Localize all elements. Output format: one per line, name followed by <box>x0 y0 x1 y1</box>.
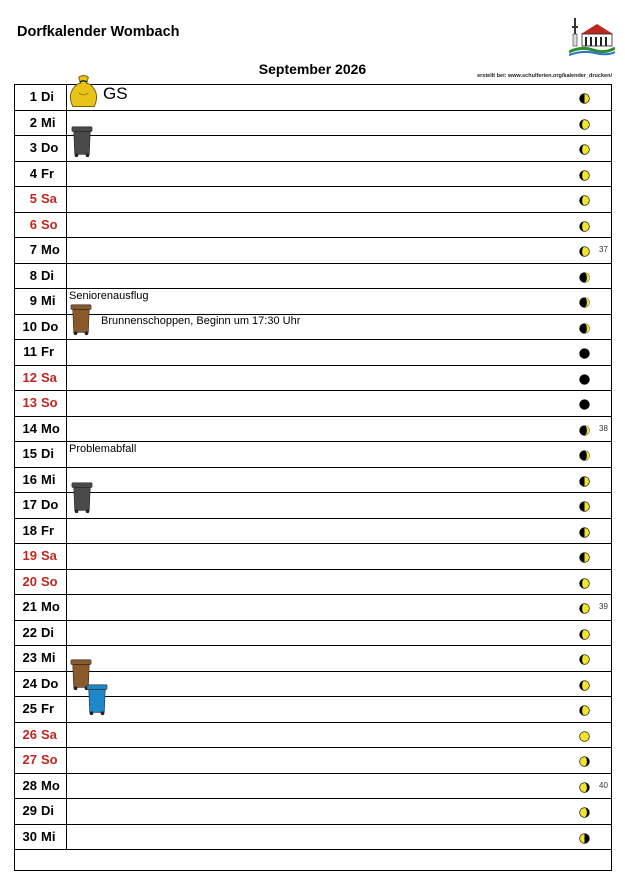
moon-phase-icon <box>579 91 590 102</box>
day-row <box>15 570 611 596</box>
weekday: Mi <box>41 471 56 487</box>
day-row <box>15 417 611 443</box>
day-number: 17 <box>22 497 37 512</box>
day-row <box>15 391 611 417</box>
day-number: 26 <box>22 726 37 742</box>
day-number: 19 <box>22 548 37 563</box>
day-row <box>15 825 611 851</box>
day-row <box>15 646 611 672</box>
day-number: 4 <box>29 165 37 181</box>
day-row <box>15 799 611 825</box>
day-number: 27 <box>22 752 37 767</box>
moon-phase-icon <box>579 780 590 791</box>
moon-phase-icon <box>579 346 590 357</box>
moon-phase-icon <box>579 703 590 714</box>
weekday: Fr <box>41 701 54 716</box>
day-number: 2 <box>29 114 37 130</box>
day-row <box>15 213 611 239</box>
moon-phase-icon <box>579 219 590 230</box>
weekday: Di <box>41 89 54 104</box>
day-number: 13 <box>22 395 37 410</box>
day-number: 9 <box>29 293 37 308</box>
moon-phase-icon <box>579 754 590 765</box>
moon-phase-icon <box>579 499 590 510</box>
day-row <box>15 468 611 494</box>
page-title: Dorfkalender Wombach <box>17 24 180 40</box>
day-row <box>15 748 611 774</box>
weekday: Fr <box>41 344 54 359</box>
moon-phase-icon <box>579 474 590 485</box>
day-number: 30 <box>22 828 37 844</box>
moon-phase-icon <box>579 652 590 663</box>
day-number: 11 <box>23 344 37 359</box>
weekday: Mi <box>41 293 56 308</box>
day-number: 23 <box>22 650 37 665</box>
day-number: 7 <box>29 242 37 257</box>
moon-phase-icon <box>579 678 590 689</box>
day-number: 18 <box>22 522 37 538</box>
calendar-week-number: 40 <box>599 780 608 790</box>
day-row <box>15 264 611 290</box>
moon-phase-icon <box>579 423 590 434</box>
moon-phase-icon <box>579 729 590 740</box>
day-number: 3 <box>29 140 37 155</box>
weekday: Fr <box>41 165 54 181</box>
day-row <box>15 493 611 519</box>
day-row <box>15 544 611 570</box>
day-number: 6 <box>29 216 37 232</box>
calendar-grid <box>14 84 612 871</box>
weekday: Do <box>41 675 59 691</box>
weekday: Mi <box>41 114 56 130</box>
day-number: 24 <box>22 675 37 691</box>
moon-phase-icon <box>579 576 590 587</box>
moon-phase-icon <box>579 117 590 128</box>
weekday: Di <box>41 624 54 640</box>
day-row <box>15 595 611 621</box>
moon-phase-icon <box>579 142 590 153</box>
weekday: So <box>41 573 58 589</box>
day-number: 29 <box>22 803 37 818</box>
weekday: Mo <box>41 777 60 793</box>
day-number: 8 <box>29 267 37 283</box>
day-number: 10 <box>22 318 37 334</box>
village-logo-icon <box>569 12 615 56</box>
gs-label: GS <box>103 84 128 103</box>
weekday: Do <box>41 318 59 334</box>
day-number: 25 <box>22 701 37 716</box>
weekday: Mo <box>41 420 60 436</box>
weekday: Mo <box>41 242 60 257</box>
moon-phase-icon <box>579 627 590 638</box>
day-row <box>15 238 611 264</box>
month-heading: September 2026 <box>258 61 367 77</box>
calendar-week-number: 39 <box>599 602 608 611</box>
day-row <box>15 162 611 188</box>
weekday: Sa <box>41 726 57 742</box>
day-number: 15 <box>22 446 37 461</box>
moon-phase-icon <box>579 321 590 332</box>
event-brunnenschoppen: Brunnenschoppen, Beginn um 17:30 Uhr <box>101 315 301 327</box>
moon-phase-icon <box>579 270 590 281</box>
weekday: Sa <box>41 548 57 563</box>
day-number: 28 <box>22 777 37 793</box>
day-number: 22 <box>22 624 37 640</box>
day-row <box>15 621 611 647</box>
calendar-week-number: 37 <box>599 245 608 254</box>
weekday: So <box>41 216 58 232</box>
weekday: Sa <box>41 191 57 206</box>
weekday: So <box>41 752 58 767</box>
moon-phase-icon <box>579 601 590 612</box>
day-number: 21 <box>22 599 37 614</box>
weekday: So <box>41 395 58 410</box>
weekday: Di <box>41 803 54 818</box>
weekday: Mi <box>41 828 56 844</box>
weekday: Di <box>41 267 54 283</box>
moon-phase-icon <box>579 295 590 306</box>
day-row <box>15 519 611 545</box>
moon-phase-icon <box>579 397 590 408</box>
day-row <box>15 187 611 213</box>
brown-bin-icon <box>70 303 92 341</box>
blue-bin-icon <box>86 683 108 721</box>
day-row <box>15 111 611 137</box>
moon-phase-icon <box>579 448 590 459</box>
event-problemabfall: Problemabfall <box>69 443 137 455</box>
weekday: Di <box>41 446 54 461</box>
moon-phase-icon <box>579 831 590 842</box>
moon-phase-icon <box>579 168 590 179</box>
weekday: Mo <box>41 599 60 614</box>
weekday: Mi <box>41 650 56 665</box>
weekday: Fr <box>41 522 54 538</box>
weekday: Sa <box>41 369 57 385</box>
yellow-bag-icon <box>67 73 100 114</box>
credit-text: erstellt bei: www.schulferien.org/kalender_drucken/ <box>477 73 612 79</box>
moon-phase-icon <box>579 372 590 383</box>
day-number: 20 <box>22 573 37 589</box>
grey-bin-icon <box>71 125 93 163</box>
day-row <box>15 723 611 749</box>
weekday: Do <box>41 497 59 512</box>
day-number: 1 <box>29 89 37 104</box>
day-number: 16 <box>22 471 37 487</box>
moon-phase-icon <box>579 244 590 255</box>
moon-phase-icon <box>579 805 590 816</box>
grey-bin-icon <box>71 481 93 519</box>
day-row <box>15 774 611 800</box>
day-number: 14 <box>22 420 37 436</box>
weekday: Do <box>41 140 59 155</box>
day-number: 12 <box>22 369 37 385</box>
moon-phase-icon <box>579 193 590 204</box>
day-row <box>15 136 611 162</box>
day-number: 5 <box>29 191 37 206</box>
calendar-week-number: 38 <box>599 423 608 433</box>
moon-phase-icon <box>579 550 590 561</box>
day-row <box>15 366 611 392</box>
event-seniorenausflug: Seniorenausflug <box>69 290 149 302</box>
day-row <box>15 340 611 366</box>
moon-phase-icon <box>579 525 590 536</box>
